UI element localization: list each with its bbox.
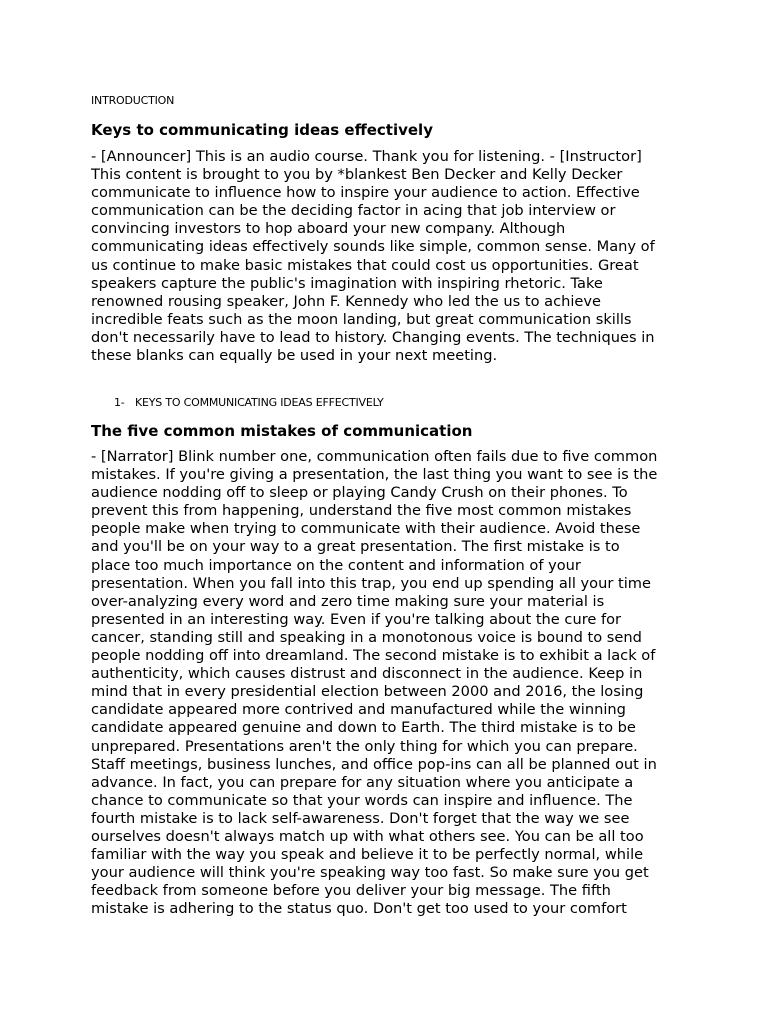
paragraph-line: communication can be the deciding factor in acing that job interview or <box>91 202 616 220</box>
paragraph-line: communicating ideas effectively sounds like simple, common sense. Many of <box>91 238 655 256</box>
paragraph-line: people make when trying to communicate with their audience. Avoid these <box>91 520 641 538</box>
section-body-mistakes <box>91 448 685 918</box>
paragraph-line: people nodding off into dreamland. The second mistake is to exhibit a lack of <box>91 647 656 665</box>
paragraph-line: ourselves doesn't always match up with what others see. You can be all too <box>91 827 644 845</box>
paragraph-line: your audience will think you're speaking way too fast. So make sure you get <box>91 864 649 882</box>
paragraph-line: communicate to influence how to inspire your audience to action. Effective <box>91 184 640 202</box>
paragraph-line: don't necessarily have to lead to history. Changing events. The techniques in <box>91 328 655 346</box>
paragraph-line: presentation. When you fall into this trap, you end up spending all your time <box>91 574 651 592</box>
section-heading-keys: Keys to communicating ideas effectively <box>91 121 433 139</box>
paragraph-line: familiar with the way you speak and believe it to be perfectly normal, while <box>91 846 644 864</box>
paragraph-line: renowned rousing speaker, John F. Kennedy who led the us to achieve <box>91 292 602 310</box>
section-body-intro <box>91 148 685 365</box>
numbered-section-title: KEYS TO COMMUNICATING IDEAS EFFECTIVELY <box>135 396 384 409</box>
paragraph-line: incredible feats such as the moon landing, but great communication skills <box>91 310 632 328</box>
numbered-section-label <box>114 396 384 409</box>
introduction-label: INTRODUCTION <box>91 94 175 107</box>
paragraph-line: speakers capture the public's imagination with inspiring rhetoric. Take <box>91 274 603 292</box>
paragraph-line: mind that in every presidential election between 2000 and 2016, the losing <box>91 683 644 701</box>
paragraph-line: unprepared. Presentations aren't the only thing for which you can prepare. <box>91 737 638 755</box>
paragraph-line: prevent this from happening, understand the five most common mistakes <box>91 502 632 520</box>
paragraph-line: cancer, standing still and speaking in a monotonous voice is bound to send <box>91 628 642 646</box>
paragraph-line: convincing investors to hop aboard your new company. Although <box>91 220 566 238</box>
paragraph-line: these blanks can equally be used in your next meeting. <box>91 347 498 365</box>
paragraph-line: mistake is adhering to the status quo. Don't get too used to your comfort <box>91 900 627 918</box>
paragraph-line: and you'll be on your way to a great presentation. The first mistake is to <box>91 538 620 556</box>
paragraph-line: candidate appeared genuine and down to Earth. The third mistake is to be <box>91 719 636 737</box>
paragraph-line: This content is brought to you by *blankest Ben Decker and Kelly Decker <box>91 166 623 184</box>
paragraph-line: audience nodding off to sleep or playing Candy Crush on their phones. To <box>91 484 628 502</box>
paragraph-line: us continue to make basic mistakes that could cost us opportunities. Great <box>91 256 639 274</box>
paragraph-line: place too much importance on the content and information of your <box>91 556 581 574</box>
list-number: 1- <box>114 396 125 409</box>
paragraph-line: Staff meetings, business lunches, and office pop-ins can all be planned out in <box>91 755 657 773</box>
paragraph-line: feedback from someone before you deliver your big message. The fifth <box>91 882 611 900</box>
paragraph-line: fourth mistake is to lack self-awareness. Don't forget that the way we see <box>91 809 630 827</box>
paragraph-line: candidate appeared more contrived and manufactured while the winning <box>91 701 626 719</box>
paragraph-line: presented in an interesting way. Even if you're talking about the cure for <box>91 610 622 628</box>
paragraph-line: mistakes. If you're giving a presentation, the last thing you want to see is the <box>91 466 658 484</box>
paragraph-line: advance. In fact, you can prepare for any situation where you anticipate a <box>91 773 634 791</box>
paragraph-line: chance to communicate so that your words can inspire and influence. The <box>91 791 633 809</box>
paragraph-line: authenticity, which causes distrust and disconnect in the audience. Keep in <box>91 665 643 683</box>
paragraph-line: - [Narrator] Blink number one, communication often fails due to five common <box>91 448 658 465</box>
section-heading-mistakes: The five common mistakes of communication <box>91 422 473 440</box>
paragraph-line: - [Announcer] This is an audio course. Thank you for listening. - [Instructor] <box>91 148 642 165</box>
paragraph-line: over-analyzing every word and zero time making sure your material is <box>91 592 605 610</box>
